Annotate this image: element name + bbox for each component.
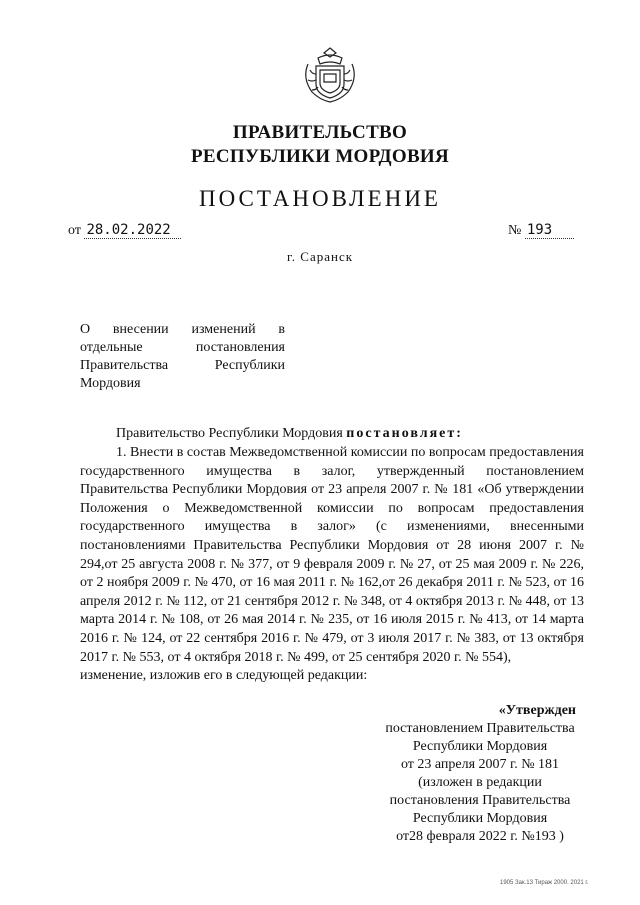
subject-line: Правительства Республики (80, 358, 285, 373)
approval-head: «Утвержден (498, 703, 576, 718)
coat-of-arms-icon (300, 44, 360, 106)
org-name-line1: ПРАВИТЕЛЬСТВО (232, 122, 408, 143)
body-paragraph: изменение, изложив его в следующей редакции: (80, 668, 368, 684)
print-footer: 1905 Зак.13 Тираж 2000. 2021 г. (500, 880, 589, 886)
approval-line: от28 февраля 2022 г. №193 ) (396, 829, 564, 844)
approval-line: Республики Мордовия (412, 739, 548, 754)
number-prefix: № (508, 223, 522, 238)
number-value: 193 (525, 222, 574, 239)
subject-line: О внесении изменений в (80, 322, 285, 337)
approval-line: постановления Правительства (389, 793, 571, 808)
approval-line: Республики Мордовия (412, 811, 548, 826)
approval-line: от 23 апреля 2007 г. № 181 (400, 757, 560, 772)
date-value: 28.02.2022 (84, 222, 180, 239)
org-name-line2: РЕСПУБЛИКИ МОРДОВИЯ (190, 146, 450, 167)
approval-line: (изложен в редакции (418, 775, 542, 790)
date-prefix: от (68, 223, 81, 238)
document-number (508, 222, 574, 239)
intro-text: Правительство Республики Мордовия (116, 426, 343, 441)
approval-line: постановлением Правительства (385, 721, 575, 736)
document-subject (80, 321, 285, 393)
subject-line: отдельные постановления (80, 340, 285, 355)
document-date (68, 222, 181, 239)
document-type: ПОСТАНОВЛЕНИЕ (199, 186, 441, 211)
resolution-intro (116, 426, 463, 442)
intro-keyword: постановляет: (346, 426, 463, 441)
city: г. Саранск (286, 249, 354, 264)
body-paragraph: 1. Внести в состав Межведомственной комиссии по вопросам предоставления государственного имущества в залог, утвержденный постановлением Правительства Республики Мордовия от 23 апреля 2007 г. № 181 «Об утверждении Положения о Межведомственной комиссии по вопросам предоставления государственного имущества в залог» (с изменениями, внесенными постановлениями Правительства Республики Мордовия от 28 июня 2007 г. № 294,от 25 августа 2008 г. № 377, от 9 февраля 2009 г. № 27, от 25 мая 2009 г. № 226, от 2 ноября 2009 г. № 470, от 16 мая 2011 г. № 162,от 26 декабря 2011 г. № 523, от 16 апреля 2012 г. № 112, от 21 сентября 2012 г. № 348, от 4 октября 2013 г. № 448, от 13 марта 2014 г. № 108, от 26 мая 2014 г. № 235, от 16 июля 2015 г. № 413, от 14 марта 2016 г. № 124, от 22 сентября 2016 г. № 479, от 3 июля 2017 г. № 383, от 13 октября 2017 г. № 553, от 4 октября 2018 г. № 499, от 25 сентября 2020 г. № 554), (80, 445, 584, 665)
subject-line: Мордовия (80, 376, 141, 391)
approval-block (360, 702, 600, 846)
document-body (80, 444, 584, 686)
